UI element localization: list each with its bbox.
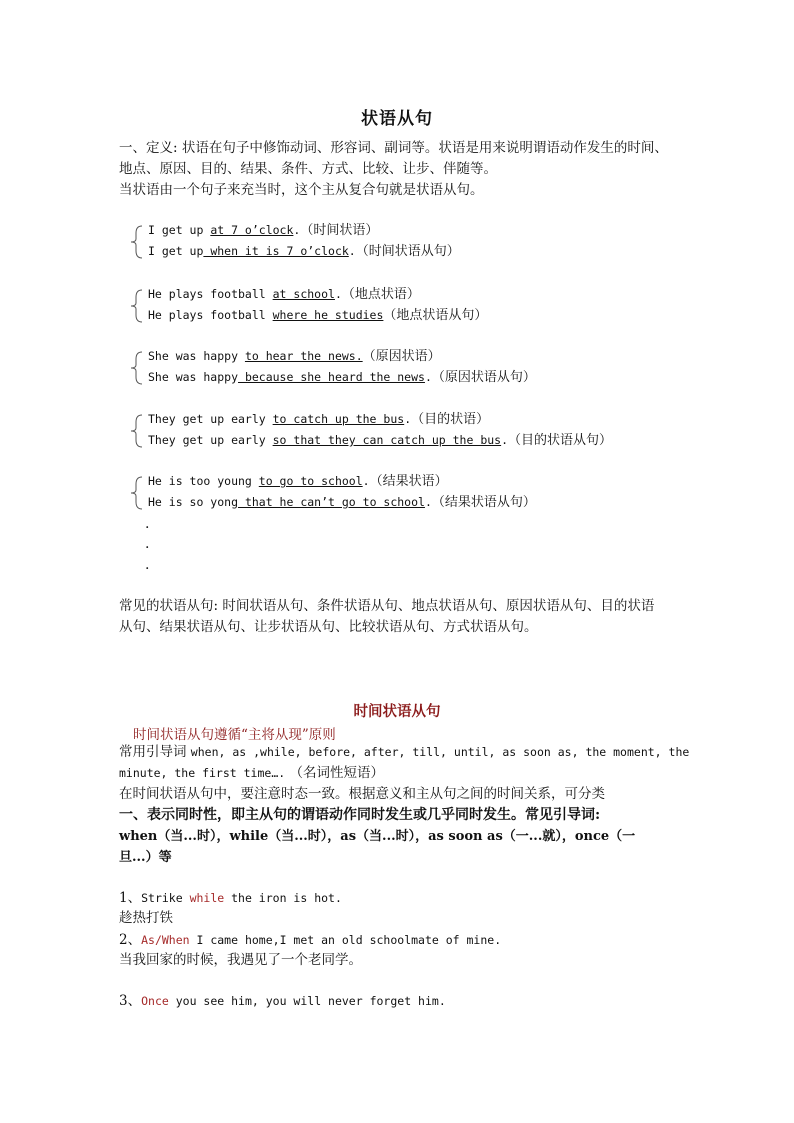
example-1-phrase: I get up at 7 o’clock.（时间状语）: [148, 223, 379, 238]
heading-simultaneity: 一、表示同时性，即主从句的谓语动作同时发生或几乎同时发生。常见引导词:: [119, 807, 601, 823]
heading-words-line-2: 旦...）等: [119, 850, 172, 865]
heading-words-line-1: when（当...时），while（当...时），as（当...时），as soon as（一...就），once（一: [119, 829, 636, 844]
example-2-phrase: He plays football at school.（地点状语）: [148, 287, 420, 302]
brace-icon: [130, 225, 144, 259]
sentence-3: 3、Once you see him, you will never forget him.: [119, 993, 446, 1009]
common-line-2: 从句、结果状语从句、让步状语从句、比较状语从句、方式状语从句。: [119, 619, 538, 635]
sentence-2: 2、As/When I came home,I met an old schoolmate of mine.: [119, 932, 502, 948]
page-title: 状语从句: [361, 109, 433, 129]
brace-icon: [130, 351, 144, 385]
example-5-phrase: He is too young to go to school.（结果状语）: [148, 474, 448, 489]
example-2-clause: He plays football where he studies（地点状语从句）: [148, 308, 488, 323]
example-group-2: [130, 284, 690, 328]
brace-icon: [130, 414, 144, 448]
example-group-4: [130, 409, 690, 453]
definition-line-1: 一、定义: 状语在句子中修饰动词、形容词、副词等。状语是用来说明谓语动作发生的时间、: [119, 140, 668, 156]
intro-line-2: minute, the first time…. （名词性短语）: [119, 765, 384, 781]
common-clauses-paragraph: [119, 596, 679, 638]
definition-line-3: 当状语由一个句子来充当时，这个主从复合句就是状语从句。: [119, 182, 484, 198]
common-line-1: 常见的状语从句: 时间状语从句、条件状语从句、地点状语从句、原因状语从句、目的状语: [119, 598, 655, 614]
ellipsis-dot: .: [145, 536, 150, 552]
brace-icon: [130, 289, 144, 323]
brace-icon: [130, 476, 144, 510]
example-group-5: [130, 471, 690, 515]
ellipsis-dot: .: [145, 516, 150, 532]
example-3-phrase: She was happy to hear the news.（原因状语）: [148, 349, 441, 364]
translation-2: 当我回家的时候，我遇见了一个老同学。: [119, 952, 362, 968]
example-group-1: [130, 220, 690, 264]
section-title: 时间状语从句: [353, 703, 441, 720]
example-1-clause: I get up when it is 7 o’clock.（时间状语从句）: [148, 244, 460, 259]
example-5-clause: He is so yong that he can’t go to school.（结果状语从句）: [148, 495, 536, 510]
example-group-3: [130, 346, 690, 390]
definition-line-2: 地点、原因、目的、结果、条件、方式、比较、让步、伴随等。: [119, 161, 497, 177]
definition-paragraph: [119, 138, 679, 201]
example-4-phrase: They get up early to catch up the bus.（目的状语）: [148, 412, 490, 427]
example-4-clause: They get up early so that they can catch up the bus.（目的状语从句）: [148, 433, 613, 448]
ellipsis-dot: .: [145, 557, 150, 573]
translation-1: 趁热打铁: [119, 910, 173, 926]
rule-text: 时间状语从句遵循“主将从现”原则: [133, 727, 336, 743]
sentence-1: 1、Strike while the iron is hot.: [119, 890, 342, 906]
example-3-clause: She was happy because she heard the news.（原因状语从句）: [148, 370, 536, 385]
intro-line-1: 常用引导词 when, as ,while, before, after, till, until, as soon as, the moment, the: [119, 744, 690, 760]
intro-line-3: 在时间状语从句中，要注意时态一致。根据意义和主从句之间的时间关系，可分类: [119, 786, 605, 802]
